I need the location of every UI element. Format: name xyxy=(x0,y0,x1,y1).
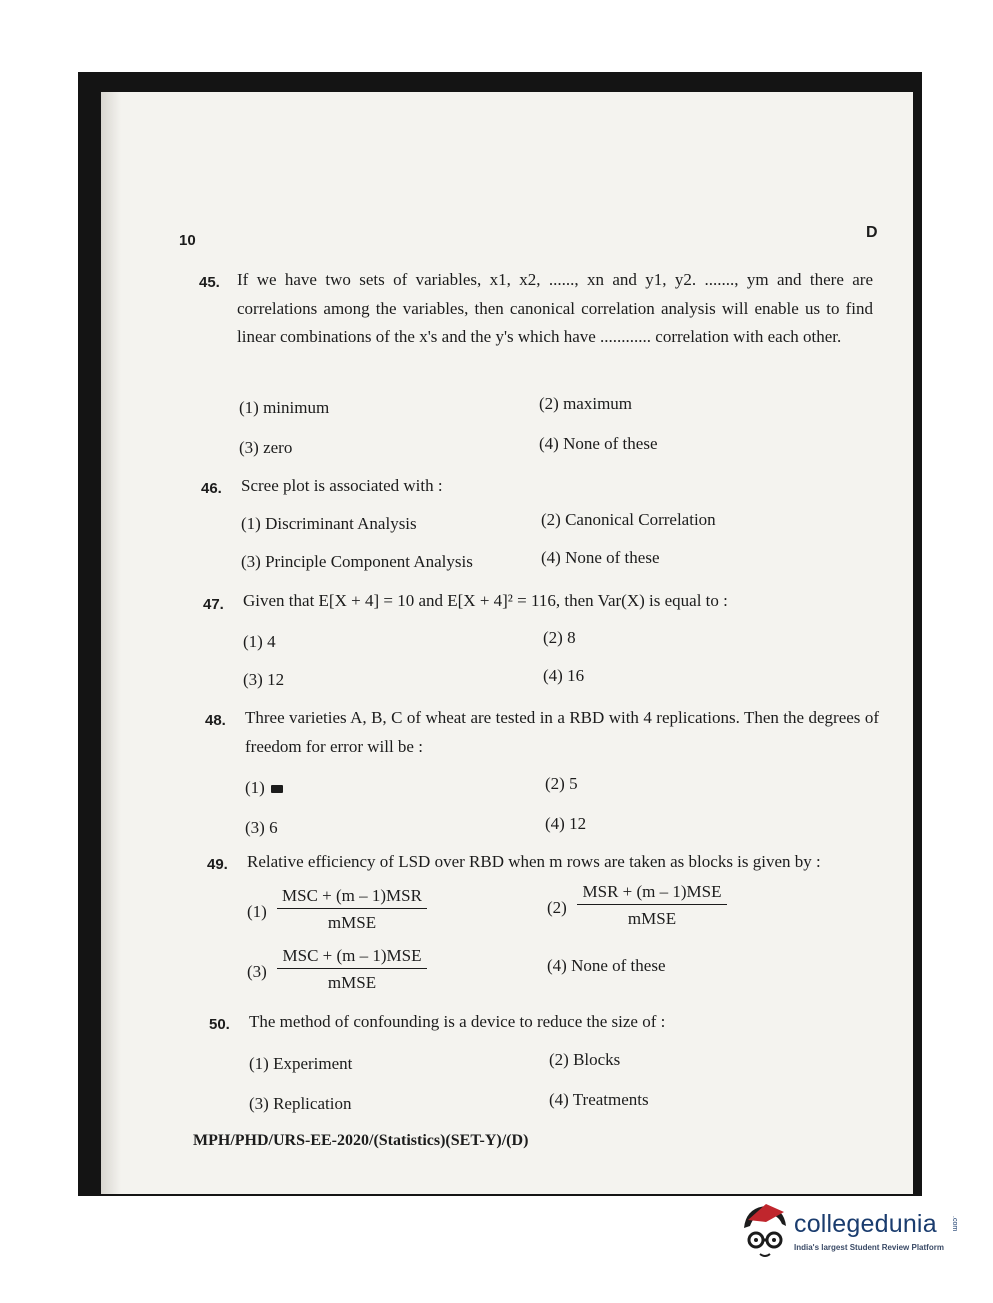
question-text: The method of confounding is a device to reduce the size of : xyxy=(249,1012,666,1031)
fraction-numerator: MSC + (m – 1)MSR xyxy=(277,886,427,909)
option: (2) Blocks xyxy=(549,1050,621,1069)
option-label: (3) xyxy=(247,962,267,981)
fraction-denominator: mMSE xyxy=(327,913,377,932)
logo-tagline: India's largest Student Review Platform xyxy=(794,1243,944,1252)
exam-page xyxy=(101,92,913,1194)
ink-mark-icon xyxy=(271,785,283,793)
question-number: 49. xyxy=(207,856,228,873)
option: (3) zero xyxy=(239,438,293,457)
option-label: (2) xyxy=(547,898,567,917)
page-shadow xyxy=(101,92,121,1194)
question-text: If we have two sets of variables, x1, x2, ......, xn and y1, y2. ......., ym and there are correlations among the variables, then canonical correlation analysis will enable us to find linear combinations of the x's and the y's which have ............ correlation with each other. xyxy=(237,270,873,346)
fraction-denominator: mMSE xyxy=(327,973,377,992)
question-text: Relative efficiency of LSD over RBD when m rows are taken as blocks is given by : xyxy=(247,852,821,871)
option: (3) Principle Component Analysis xyxy=(241,552,473,571)
option: (4) 16 xyxy=(543,666,585,685)
option: (1) Experiment xyxy=(249,1054,353,1073)
option: (2) 8 xyxy=(543,628,576,647)
option: (4) Treatments xyxy=(549,1090,649,1109)
page-number: 10 xyxy=(179,232,196,249)
fraction-denominator: mMSE xyxy=(627,909,677,928)
question-number: 47. xyxy=(203,596,224,613)
question-number: 46. xyxy=(201,480,222,497)
fraction-numerator: MSC + (m – 1)MSE xyxy=(277,946,427,969)
option: (2) maximum xyxy=(539,394,633,413)
footer-code: MPH/PHD/URS-EE-2020/(Statistics)(SET-Y)/(D) xyxy=(193,1132,529,1149)
fraction-option-1 xyxy=(277,886,427,933)
option: (2) 5 xyxy=(545,774,578,793)
option: (4) None of these xyxy=(541,548,660,567)
question-number: 50. xyxy=(209,1016,230,1033)
option: (4) None of these xyxy=(547,956,666,975)
mascot-icon xyxy=(738,1198,794,1262)
fraction-option-2 xyxy=(577,882,727,929)
logo-suffix: .com xyxy=(951,1216,958,1232)
option: (1) minimum xyxy=(239,398,330,417)
option: (1) 4 xyxy=(243,632,276,651)
set-code: D xyxy=(866,224,878,241)
option: (2) Canonical Correlation xyxy=(541,510,716,529)
option: (4) None of these xyxy=(539,434,658,453)
question-number: 48. xyxy=(205,712,226,729)
question-text: Three varieties A, B, C of wheat are tested in a RBD with 4 replications. Then the degrees of freedom for error will be : xyxy=(245,708,879,756)
option: (3) Replication xyxy=(249,1094,352,1113)
option-label: (1) xyxy=(247,902,267,921)
question-text: Given that E[X + 4] = 10 and E[X + 4]² = 116, then Var(X) is equal to : xyxy=(243,591,728,610)
fraction-option-3 xyxy=(277,946,427,993)
option-label: (1) xyxy=(245,778,265,797)
question-text: Scree plot is associated with : xyxy=(241,476,443,495)
option: (3) 12 xyxy=(243,670,285,689)
option: (4) 12 xyxy=(545,814,587,833)
collegedunia-logo xyxy=(738,1198,968,1262)
option: (3) 6 xyxy=(245,818,278,837)
logo-brand: collegedunia xyxy=(794,1210,937,1238)
question-number: 45. xyxy=(199,274,220,291)
fraction-numerator: MSR + (m – 1)MSE xyxy=(577,882,727,905)
option: (1) Discriminant Analysis xyxy=(241,514,417,533)
option xyxy=(245,778,283,798)
